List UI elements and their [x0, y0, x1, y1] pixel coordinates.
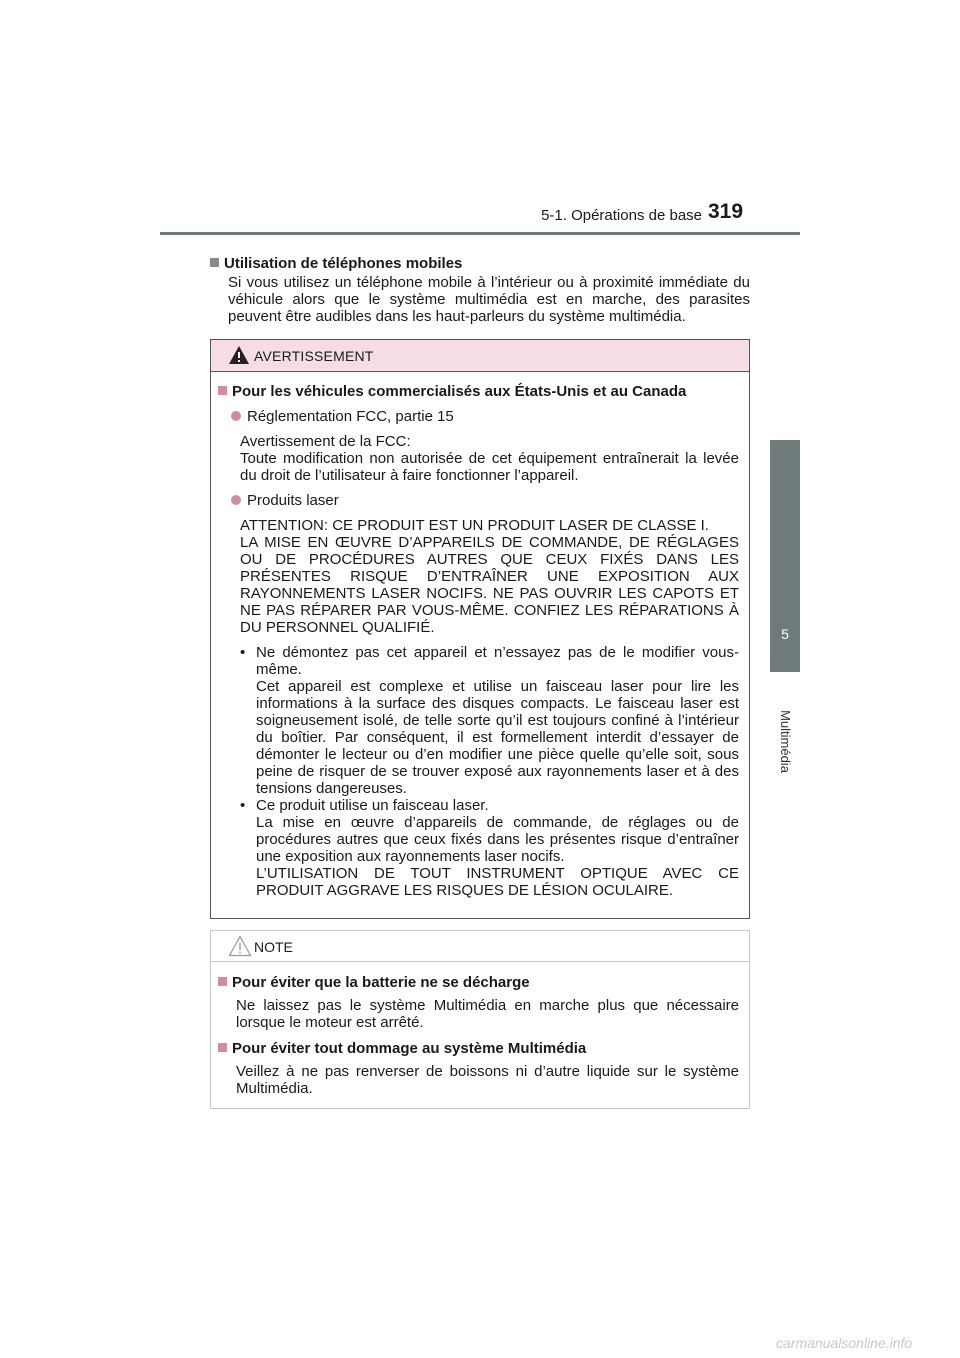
header-rule — [160, 232, 800, 235]
chapter-label-text: Multimédia — [777, 709, 793, 773]
circle-bullet-icon — [231, 495, 241, 505]
square-bullet-icon — [210, 258, 219, 267]
header-section-title: 5-1. Opérations de base — [541, 207, 702, 224]
laser-bullet-2c: L’UTILISATION DE TOUT INSTRUMENT OPTIQUE AVEC CE PRODUIT AGGRAVE LES RISQUES DE LÉSION OCULAIRE. — [256, 865, 739, 899]
circle-bullet-icon — [231, 411, 241, 421]
laser-bullet-1b: Cet appareil est complexe et utilise un faisceau laser pour lire les informations à la surface des disques compacts. Le faisceau laser est soigneusement isolé, de telle sorte qu’il est toujours confiné à l’intérieur du boîtier. Par conséquent, il est formellement interdit d’essayer de démonter le lecteur ou d’en modifier une pièce quelle qu’elle soit, sous peine de risquer de se trouver exposé aux rayonnements laser et à des tensions dangereuses. — [256, 678, 739, 797]
fcc-title: Réglementation FCC, partie 15 — [247, 408, 454, 425]
caution-outline-icon — [228, 935, 252, 957]
laser-bullet-1 — [218, 644, 739, 797]
laser-bullet-2a: Ce produit utilise un faisceau laser. — [256, 797, 489, 814]
note-heading-1: Pour éviter que la batterie ne se décharge — [232, 974, 530, 991]
note-heading-2-row — [218, 1040, 739, 1057]
warning-label: AVERTISSEMENT — [254, 348, 374, 364]
warning-header — [211, 340, 749, 372]
note-heading-2: Pour éviter tout dommage au système Multimédia — [232, 1040, 587, 1057]
laser-bullet-2 — [218, 797, 739, 899]
laser-title-row — [218, 492, 739, 509]
bullet-dot-icon: • — [240, 644, 246, 661]
square-bullet-icon — [218, 977, 227, 986]
laser-caution: ATTENTION: CE PRODUIT EST UN PRODUIT LASER DE CLASSE I. — [240, 517, 709, 534]
intro-heading-row — [210, 255, 750, 272]
fcc-title-row — [218, 408, 739, 425]
intro-section — [210, 255, 750, 325]
laser-caps: LA MISE EN ŒUVRE D’APPAREILS DE COMMANDE, DE RÉGLAGES OU DE PROCÉDURES AUTRES QUE CEUX FIXÉS DANS LES PRÉSENTES RISQUE D’ENTRAÎNER UNE EXPOSITION AUX RAYONNEMENTS LASER NOCIFS. NE PAS OUVRIR LES CAPOTS ET NE PAS RÉPARER PAR VOUS-MÊME. CONFIEZ LES RÉPARATIONS À DU PERSONNEL QUALIFIÉ. — [240, 534, 739, 636]
square-bullet-icon — [218, 386, 227, 395]
note-heading-1-row — [218, 974, 739, 991]
fcc-line2: Toute modification non autorisée de cet équipement entraînerait la levée du droit de l’utilisateur à faire fonctionner l’appareil. — [240, 450, 739, 484]
bullet-dot-icon: • — [240, 797, 246, 814]
laser-bullet-1-text — [256, 644, 739, 797]
chapter-tab-number: 5 — [781, 626, 789, 642]
warning-triangle-icon — [228, 345, 250, 365]
warning-heading-row — [218, 383, 739, 400]
footer-watermark: carmanualsonline.info — [776, 1335, 913, 1351]
warning-body — [211, 372, 749, 899]
page-number: 319 — [708, 200, 744, 223]
warning-heading: Pour les véhicules commercialisés aux États-Unis et au Canada — [232, 383, 687, 400]
laser-bullet-2b: La mise en œuvre d’appareils de commande, de réglages ou de procédures autres que ceux fixés dans les présentes risque d’entraîner une exposition aux rayonnements laser nocifs. — [256, 814, 739, 865]
laser-bullet-1a: Ne démontez pas cet appareil et n’essayez pas de le modifier vous-même. — [256, 644, 739, 678]
laser-bullet-2-text — [256, 797, 739, 899]
fcc-line1: Avertissement de la FCC: — [240, 433, 411, 450]
intro-text: Si vous utilisez un téléphone mobile à l’intérieur ou à proximité immédiate du véhicule alors que le système multimédia est en marche, des parasites peuvent être audibles dans les haut-parleurs du système multimédia. — [228, 274, 750, 325]
note-header — [211, 931, 749, 962]
note-label: NOTE — [254, 939, 293, 955]
note-box — [210, 930, 750, 1109]
chapter-tab — [770, 440, 800, 672]
note-body — [211, 962, 749, 1097]
square-bullet-icon — [218, 1043, 227, 1052]
laser-title: Produits laser — [247, 492, 339, 509]
note-text-1: Ne laissez pas le système Multimédia en marche plus que nécessaire lorsque le moteur est arrêté. — [236, 997, 739, 1031]
note-text-2: Veillez à ne pas renverser de boissons ni d’autre liquide sur le système Multimédia. — [236, 1063, 739, 1097]
intro-heading: Utilisation de téléphones mobiles — [224, 255, 463, 272]
warning-box — [210, 339, 750, 919]
chapter-label — [772, 686, 798, 796]
